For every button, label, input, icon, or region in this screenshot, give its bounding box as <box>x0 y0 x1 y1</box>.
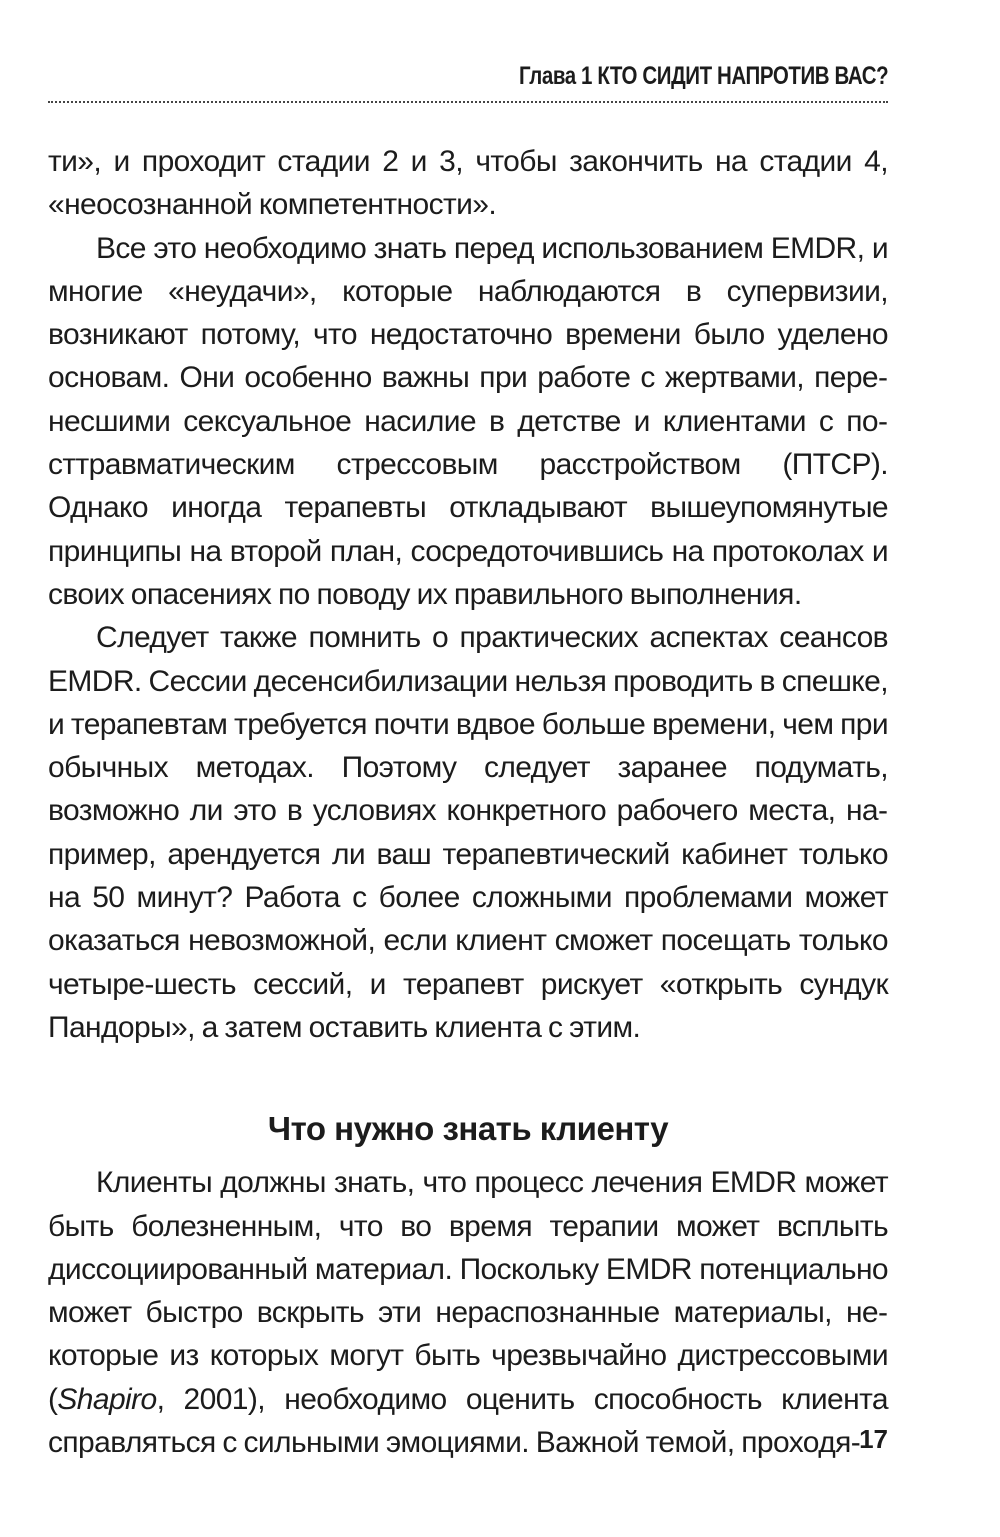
section-heading: Что нужно знать клиенту <box>267 1110 669 1148</box>
citation-author: Shapiro <box>57 1382 157 1416</box>
body-text <box>48 140 888 1464</box>
paragraph-4-text-after: , 2001), необходимо оценить способность клиента справляться с сильными эмоциями. Важной темой, проходя- <box>48 1382 888 1460</box>
paragraph-2: Все это необходимо знать перед использованием EMDR, и многие «неудачи», которые наблюдаются в супервизии, возникают потому, что недостаточно времени было уделено основам. Они особенно важны при работе с жертвами, перенесшими сексуальное насилие в детстве и клиентами с посттравматическим стрессовым расстройством (ПТСР). Однако иногда терапевты откладывают вышеупомянутые принципы на второй план, сосредоточившись на протоколах и своих опасениях по поводу их правильного выполнения. <box>48 231 888 611</box>
header-dotted-rule <box>48 101 888 103</box>
paragraph-3: Следует также помнить о практических аспектах сеансов EMDR. Сессии десенсибилизации нельзя проводить в спешке, и терапевтам требуется почти вдвое больше времени, чем при обычных методах. Поэтому следует заранее подумать, возможно ли это в условиях конкретного рабочего места, например, арендуется ли ваш терапевтический кабинет только на 50 минут? Работа с более сложными проблемами может оказаться невозможной, если клиент сможет посещать только четыре-шесть сессий, и терапевт рискует «открыть сундук Пандоры», а затем оставить клиента с этим. <box>48 621 888 1044</box>
paragraph-1: ти», и проходит стадии 2 и 3, чтобы закончить на стадии 4, «неосознанной компетентности». <box>48 145 888 222</box>
paragraph-4-text-before: Клиенты должны знать, что процесс лечения EMDR может быть болезненным, что во время терапии может всплыть диссоциированный материал. Поскольку EMDR потенциально может быстро вскрыть эти нераспознанные материалы, некоторые из которых могут быть чрезвычайно дистрессовыми ( <box>48 1166 888 1416</box>
running-head: Глава 1 КТО СИДИТ НАПРОТИВ ВАС? <box>518 62 888 90</box>
paragraph-4 <box>48 1161 888 1464</box>
page-number: 17 <box>859 1424 888 1454</box>
